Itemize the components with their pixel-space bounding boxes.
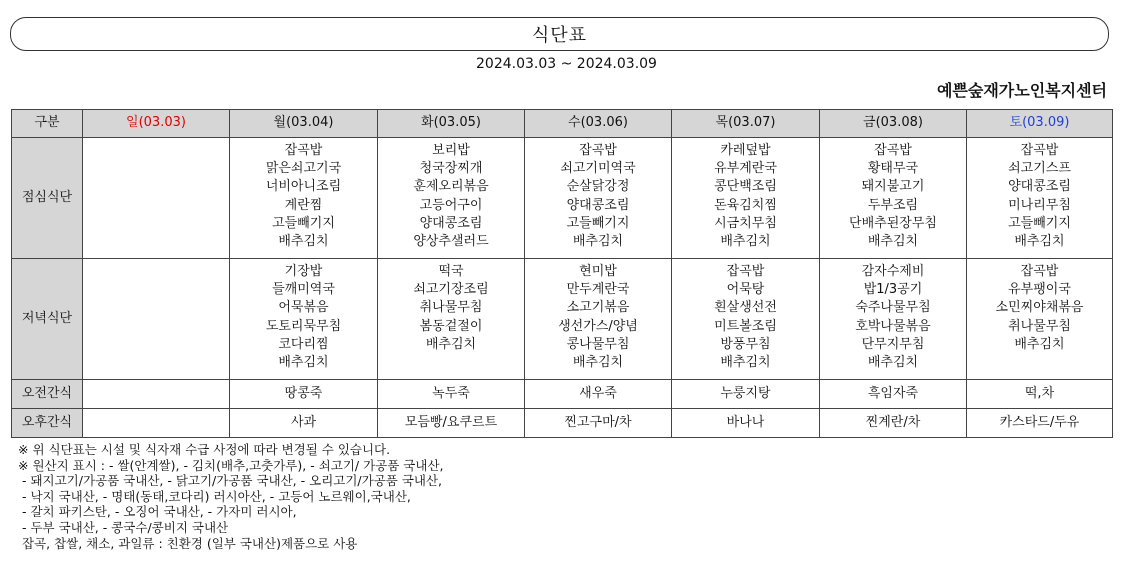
- menu-item: 기장밥: [284, 264, 323, 279]
- menu-item: 만두계란국: [566, 282, 630, 298]
- am_snack-day-4: 누룽지탕: [672, 380, 820, 409]
- menu-item: 방풍무침: [720, 336, 771, 352]
- menu-item: 고들빼기지: [566, 215, 630, 231]
- header-row: [12, 110, 1113, 138]
- menu-item: 카레덮밥: [720, 143, 771, 158]
- menu-item: 배추김치: [720, 234, 771, 250]
- menu-item: 들깨미역국: [272, 282, 335, 298]
- note-line: ※ 위 식단표는 시설 및 식자재 수급 사정에 따라 변경될 수 있습니다.: [18, 442, 391, 457]
- menu-item: 어묵볶음: [278, 300, 329, 316]
- menu-item: 잡곡밥: [726, 264, 765, 279]
- menu-item: 쇠고기장조림: [413, 282, 489, 298]
- pm_snack-day-1: 사과: [230, 409, 378, 438]
- pm_snack-day-2: 모듬빵/요쿠르트: [378, 409, 525, 438]
- header-thursday: 목(03.07): [672, 110, 820, 138]
- menu-item: 배추김치: [867, 355, 919, 371]
- menu-item: 소민찌야채볶음: [995, 300, 1084, 316]
- menu-item: 청국장찌개: [419, 161, 483, 177]
- menu-item: 배추김치: [867, 234, 919, 250]
- menu-item: 어묵탕: [726, 282, 765, 298]
- am-snack-row: [12, 380, 1113, 409]
- lunch-day-0: [83, 138, 230, 259]
- header-sunday: 일(03.03): [83, 110, 230, 138]
- menu-item: 밥1/3공기: [863, 282, 923, 298]
- note-line: ※ 원산지 표시 : - 쌀(안계쌀), - 김치(배추,고춧가루), - 쇠고기/ 가공품 국내산,: [18, 457, 444, 473]
- lunch-day-2: [378, 138, 525, 259]
- lunch-row: [12, 138, 1113, 259]
- pm-snack-label: 오후간식: [12, 409, 83, 438]
- header-wednesday: 수(03.06): [525, 110, 672, 138]
- title-banner: [10, 17, 1109, 51]
- menu-item: 배추김치: [1014, 234, 1065, 250]
- menu-item: 고들빼기지: [1008, 215, 1071, 231]
- menu-item: 잡곡밥: [579, 143, 617, 158]
- menu-item: 미나리무침: [1008, 197, 1071, 213]
- menu-item: 시금치무침: [714, 215, 777, 231]
- menu-item: 숙주나물무침: [855, 300, 931, 316]
- organization-name: 예쁜숲재가노인복지센터: [936, 81, 1107, 100]
- menu-item: 봄동겉절이: [419, 318, 483, 334]
- menu-item: 배추김치: [1014, 336, 1065, 352]
- menu-item: 너비아니조림: [265, 179, 342, 195]
- page-title: 식단표: [531, 25, 588, 46]
- menu-item: 잡곡밥: [874, 143, 912, 158]
- menu-item: 고등어구이: [419, 197, 483, 213]
- menu-item: 쇠고기스프: [1008, 161, 1071, 177]
- menu-item: 소고기볶음: [566, 300, 630, 316]
- menu-item: 미트볼조림: [714, 318, 777, 334]
- header-monday: 월(03.04): [230, 110, 378, 138]
- am_snack-day-6: 떡,차: [967, 380, 1113, 409]
- dinner-day-6: [967, 259, 1113, 380]
- lunch-day-1: [230, 138, 378, 259]
- menu-item: 양대콩조림: [419, 215, 483, 231]
- menu-item: 고들빼기지: [272, 215, 335, 231]
- menu-item: 취나물무침: [419, 300, 483, 316]
- am_snack-day-1: 땅콩죽: [230, 380, 378, 409]
- menu-item: 배추김치: [572, 355, 624, 371]
- menu-item: 쇠고기미역국: [560, 161, 636, 177]
- dinner-row: [12, 259, 1113, 380]
- menu-item: 순살닭강정: [566, 179, 630, 195]
- lunch-label: 점심식단: [12, 138, 83, 259]
- note-line: 잡곡, 찹쌀, 채소, 과일류 : 친환경 (일부 국내산)제품으로 사용: [18, 535, 358, 551]
- dinner-day-0: [83, 259, 230, 380]
- menu-item: 맑은쇠고기국: [265, 161, 342, 177]
- menu-item: 양대콩조림: [566, 197, 630, 213]
- menu-item: 잡곡밥: [1020, 143, 1059, 158]
- menu-item: 잡곡밥: [284, 143, 323, 158]
- note-line: - 갈치 파키스탄, - 오징어 국내산, - 가자미 러시아,: [18, 504, 297, 520]
- menu-item: 유부팽이국: [1008, 282, 1071, 298]
- header-friday: 금(03.08): [820, 110, 967, 138]
- menu-item: 잡곡밥: [1020, 264, 1059, 279]
- notes: [18, 442, 444, 551]
- menu-item: 유부계란국: [714, 161, 777, 177]
- menu-item: 계란찜: [284, 197, 323, 213]
- pm_snack-day-0: [83, 409, 230, 438]
- lunch-day-4: [672, 138, 820, 259]
- menu-item: 배추김치: [425, 336, 477, 352]
- menu-table: [11, 109, 1113, 438]
- menu-item: 두부조림: [867, 197, 919, 213]
- am-snack-label: 오전간식: [12, 380, 83, 409]
- menu-item: 콩단백조림: [714, 179, 777, 195]
- menu-item: 단무지무침: [861, 336, 925, 352]
- menu-item: 황태무국: [867, 161, 919, 177]
- date-range: 2024.03.03 ~ 2024.03.09: [476, 56, 657, 72]
- dinner-day-2: [378, 259, 525, 380]
- menu-item: 배추김치: [720, 355, 771, 371]
- menu-item: 배추김치: [278, 355, 329, 371]
- pm_snack-day-3: 찐고구마/차: [525, 409, 672, 438]
- menu-item: 생선가스/양념: [558, 318, 638, 334]
- menu-item: 현미밥: [579, 264, 617, 279]
- menu-item: 흰살생선전: [714, 300, 777, 316]
- menu-item: 감자수제비: [861, 264, 925, 279]
- lunch-day-5: [820, 138, 967, 259]
- menu-item: 떡국: [438, 264, 464, 279]
- menu-item: 돼지불고기: [861, 179, 925, 195]
- menu-item: 양대콩조림: [1008, 179, 1071, 195]
- menu-item: 도토리묵무침: [265, 318, 342, 334]
- note-line: - 낙지 국내산, - 명태(동태,코다리) 러시아산, - 고등어 노르웨이,국내산,: [18, 488, 411, 504]
- pm-snack-row: [12, 409, 1113, 438]
- dinner-day-5: [820, 259, 967, 380]
- menu-item: 단배추된장무침: [849, 215, 937, 231]
- header-tuesday: 화(03.05): [378, 110, 525, 138]
- dinner-day-4: [672, 259, 820, 380]
- note-line: - 두부 국내산, - 콩국수/콩비지 국내산: [18, 519, 229, 535]
- am_snack-day-3: 새우죽: [525, 380, 672, 409]
- menu-item: 취나물무침: [1008, 318, 1071, 334]
- menu-item: 훈제오리볶음: [413, 179, 489, 195]
- dinner-label: 저녁식단: [12, 259, 83, 380]
- menu-item: 돈육김치찜: [714, 197, 777, 213]
- pm_snack-day-6: 카스타드/두유: [967, 409, 1113, 438]
- header-category: 구분: [12, 110, 83, 138]
- menu-item: 코다리찜: [278, 336, 329, 352]
- note-line: - 돼지고기/가공품 국내산, - 닭고기/가공품 국내산, - 오리고기/가공품 국내산,: [18, 473, 443, 489]
- am_snack-day-0: [83, 380, 230, 409]
- pm_snack-day-4: 바나나: [672, 409, 820, 438]
- am_snack-day-2: 녹두죽: [378, 380, 525, 409]
- lunch-day-6: [967, 138, 1113, 259]
- menu-item: 호박나물볶음: [855, 318, 931, 334]
- dinner-day-3: [525, 259, 672, 380]
- dinner-day-1: [230, 259, 378, 380]
- menu-item: 배추김치: [572, 234, 624, 250]
- menu-item: 보리밥: [432, 143, 470, 158]
- menu-item: 양상추샐러드: [413, 234, 489, 250]
- am_snack-day-5: 흑임자죽: [820, 380, 967, 409]
- menu-item: 배추김치: [278, 234, 329, 250]
- lunch-day-3: [525, 138, 672, 259]
- header-saturday: 토(03.09): [967, 110, 1113, 138]
- menu-item: 콩나물무침: [566, 336, 630, 352]
- pm_snack-day-5: 찐계란/차: [820, 409, 967, 438]
